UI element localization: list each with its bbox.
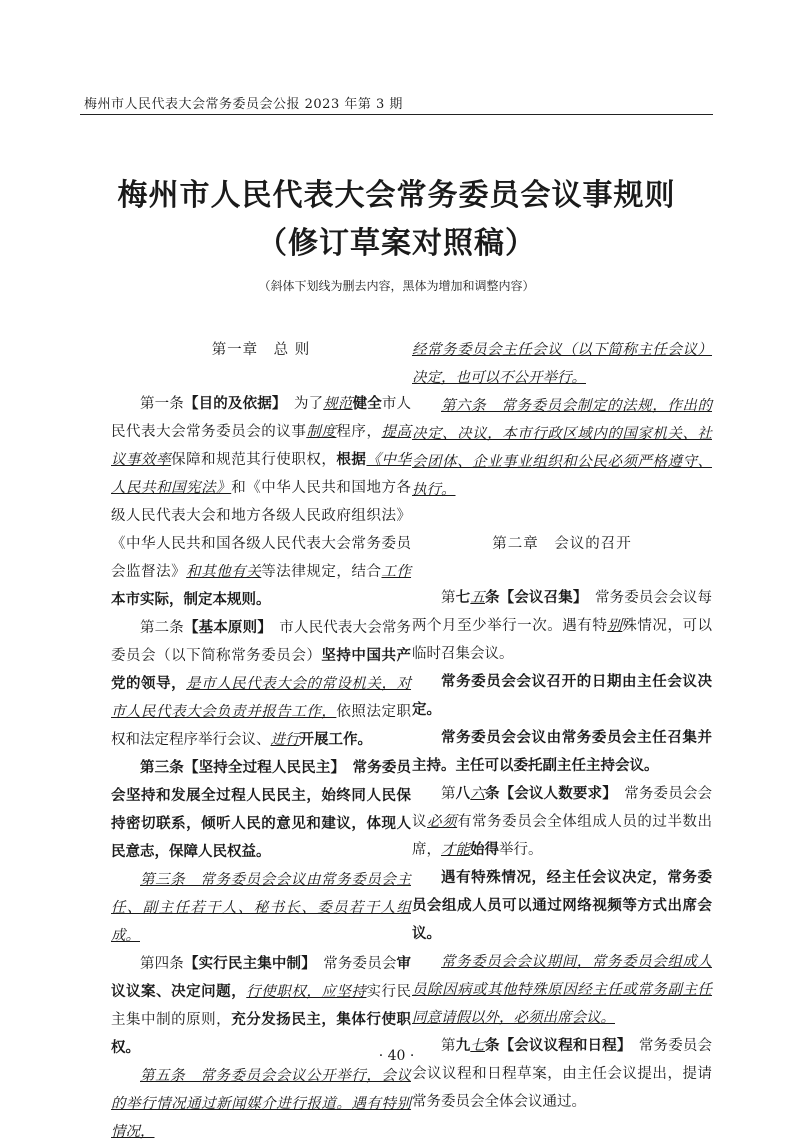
right-column <box>412 336 712 1116</box>
running-head: 梅州市人民代表大会常务委员会公报 2023 年第 3 期 <box>84 97 403 112</box>
article-5-deleted: 第五条 常务委员会会议公开举行，会议的举行情况通过新闻媒介进行报道。遇有特别情况， <box>111 1068 411 1140</box>
article-6-deleted: 第六条 常务委员会制定的法规，作出的决定、决议，本市行政区域内的国家机关、社会团体、企业事业组织和公民必须严格遵守、执行。 <box>412 398 712 498</box>
document-title: 梅州市人民代表大会常务委员会议事规则 <box>117 178 676 213</box>
article-3-deleted: 第三条 常务委员会会议由常务委员会主任、副主任若干人、秘书长、委员若干人组成。 <box>111 872 411 944</box>
article-1: 第一条【目的及依据】 为了规范健全市人民代表大会常务委员会的议事制度程序，提高议事效率保障和规范其行使职权，根据《中华人民共和国宪法》和《中华人民共和国地方各级人民代表大会和地方各级人民政府组织法》《中华人民共和国各级人民代表大会常务委员会监督法》和其他有关等法律规定，结合工作本市实际，制定本规则。 <box>111 396 412 608</box>
article-8-deleted: 常务委员会会议期间，常务委员会组成人员除因病或其他特殊原因经主任或常务副主任同意请假以外，必须出席会议。 <box>412 954 712 1026</box>
article-4: 第四条【实行民主集中制】 常务委员会审议议案、决定问题，行使职权，应坚持实行民主集中制的原则，充分发扬民主，集体行使职权。 <box>111 956 412 1056</box>
document-subtitle: （修订草案对照稿） <box>257 226 536 261</box>
page-number: · 40 · <box>378 1048 415 1064</box>
article-3: 第三条【坚持全过程人民民主】 常务委员会坚持和发展全过程人民民主，始终同人民保持密切联系，倾听人民的意见和建议，体现人民意志，保障人民权益。 <box>111 760 412 860</box>
article-5-continued: 经常务委员会主任会议（以下简称主任会议）决定，也可以不公开举行。 <box>412 342 712 386</box>
article-7: 第七五条【会议召集】 常务委员会会议每两个月至少举行一次。遇有特别殊情况，可以临时召集会议。 <box>412 590 713 662</box>
article-7-para-3: 常务委员会会议由常务委员会主任召集并主持。主任可以委托副主任主持会议。 <box>412 730 712 774</box>
left-column <box>111 336 411 1146</box>
article-8: 第八六条【会议人数要求】 常务委员会会议必须有常务委员会全体组成人员的过半数出席，才能始得举行。 <box>412 786 713 858</box>
editing-note: （斜体下划线为删去内容，黑体为增加和调整内容） <box>258 279 535 293</box>
article-7-para-2: 常务委员会会议召开的日期由主任会议决定。 <box>412 674 712 718</box>
chapter-heading-2: 第二章 会议的召开 <box>492 536 632 552</box>
article-2: 第二条【基本原则】 市人民代表大会常务委员会（以下简称常务委员会）坚持中国共产党的领导，是市人民代表大会的常设机关，对市人民代表大会负责并报告工作，依照法定职权和法定程序举行会议、进行开展工作。 <box>111 620 412 748</box>
header-rule <box>80 114 713 115</box>
article-8-para-2: 遇有特殊情况，经主任会议决定，常务委员会组成人员可以通过网络视频等方式出席会议。 <box>412 870 712 942</box>
chapter-heading: 第一章 总 则 <box>211 342 311 358</box>
article-9: 第九七条【会议议程和日程】 常务委员会会议议程和日程草案，由主任会议提出，提请常务委员会全体会议通过。 <box>412 1038 713 1110</box>
